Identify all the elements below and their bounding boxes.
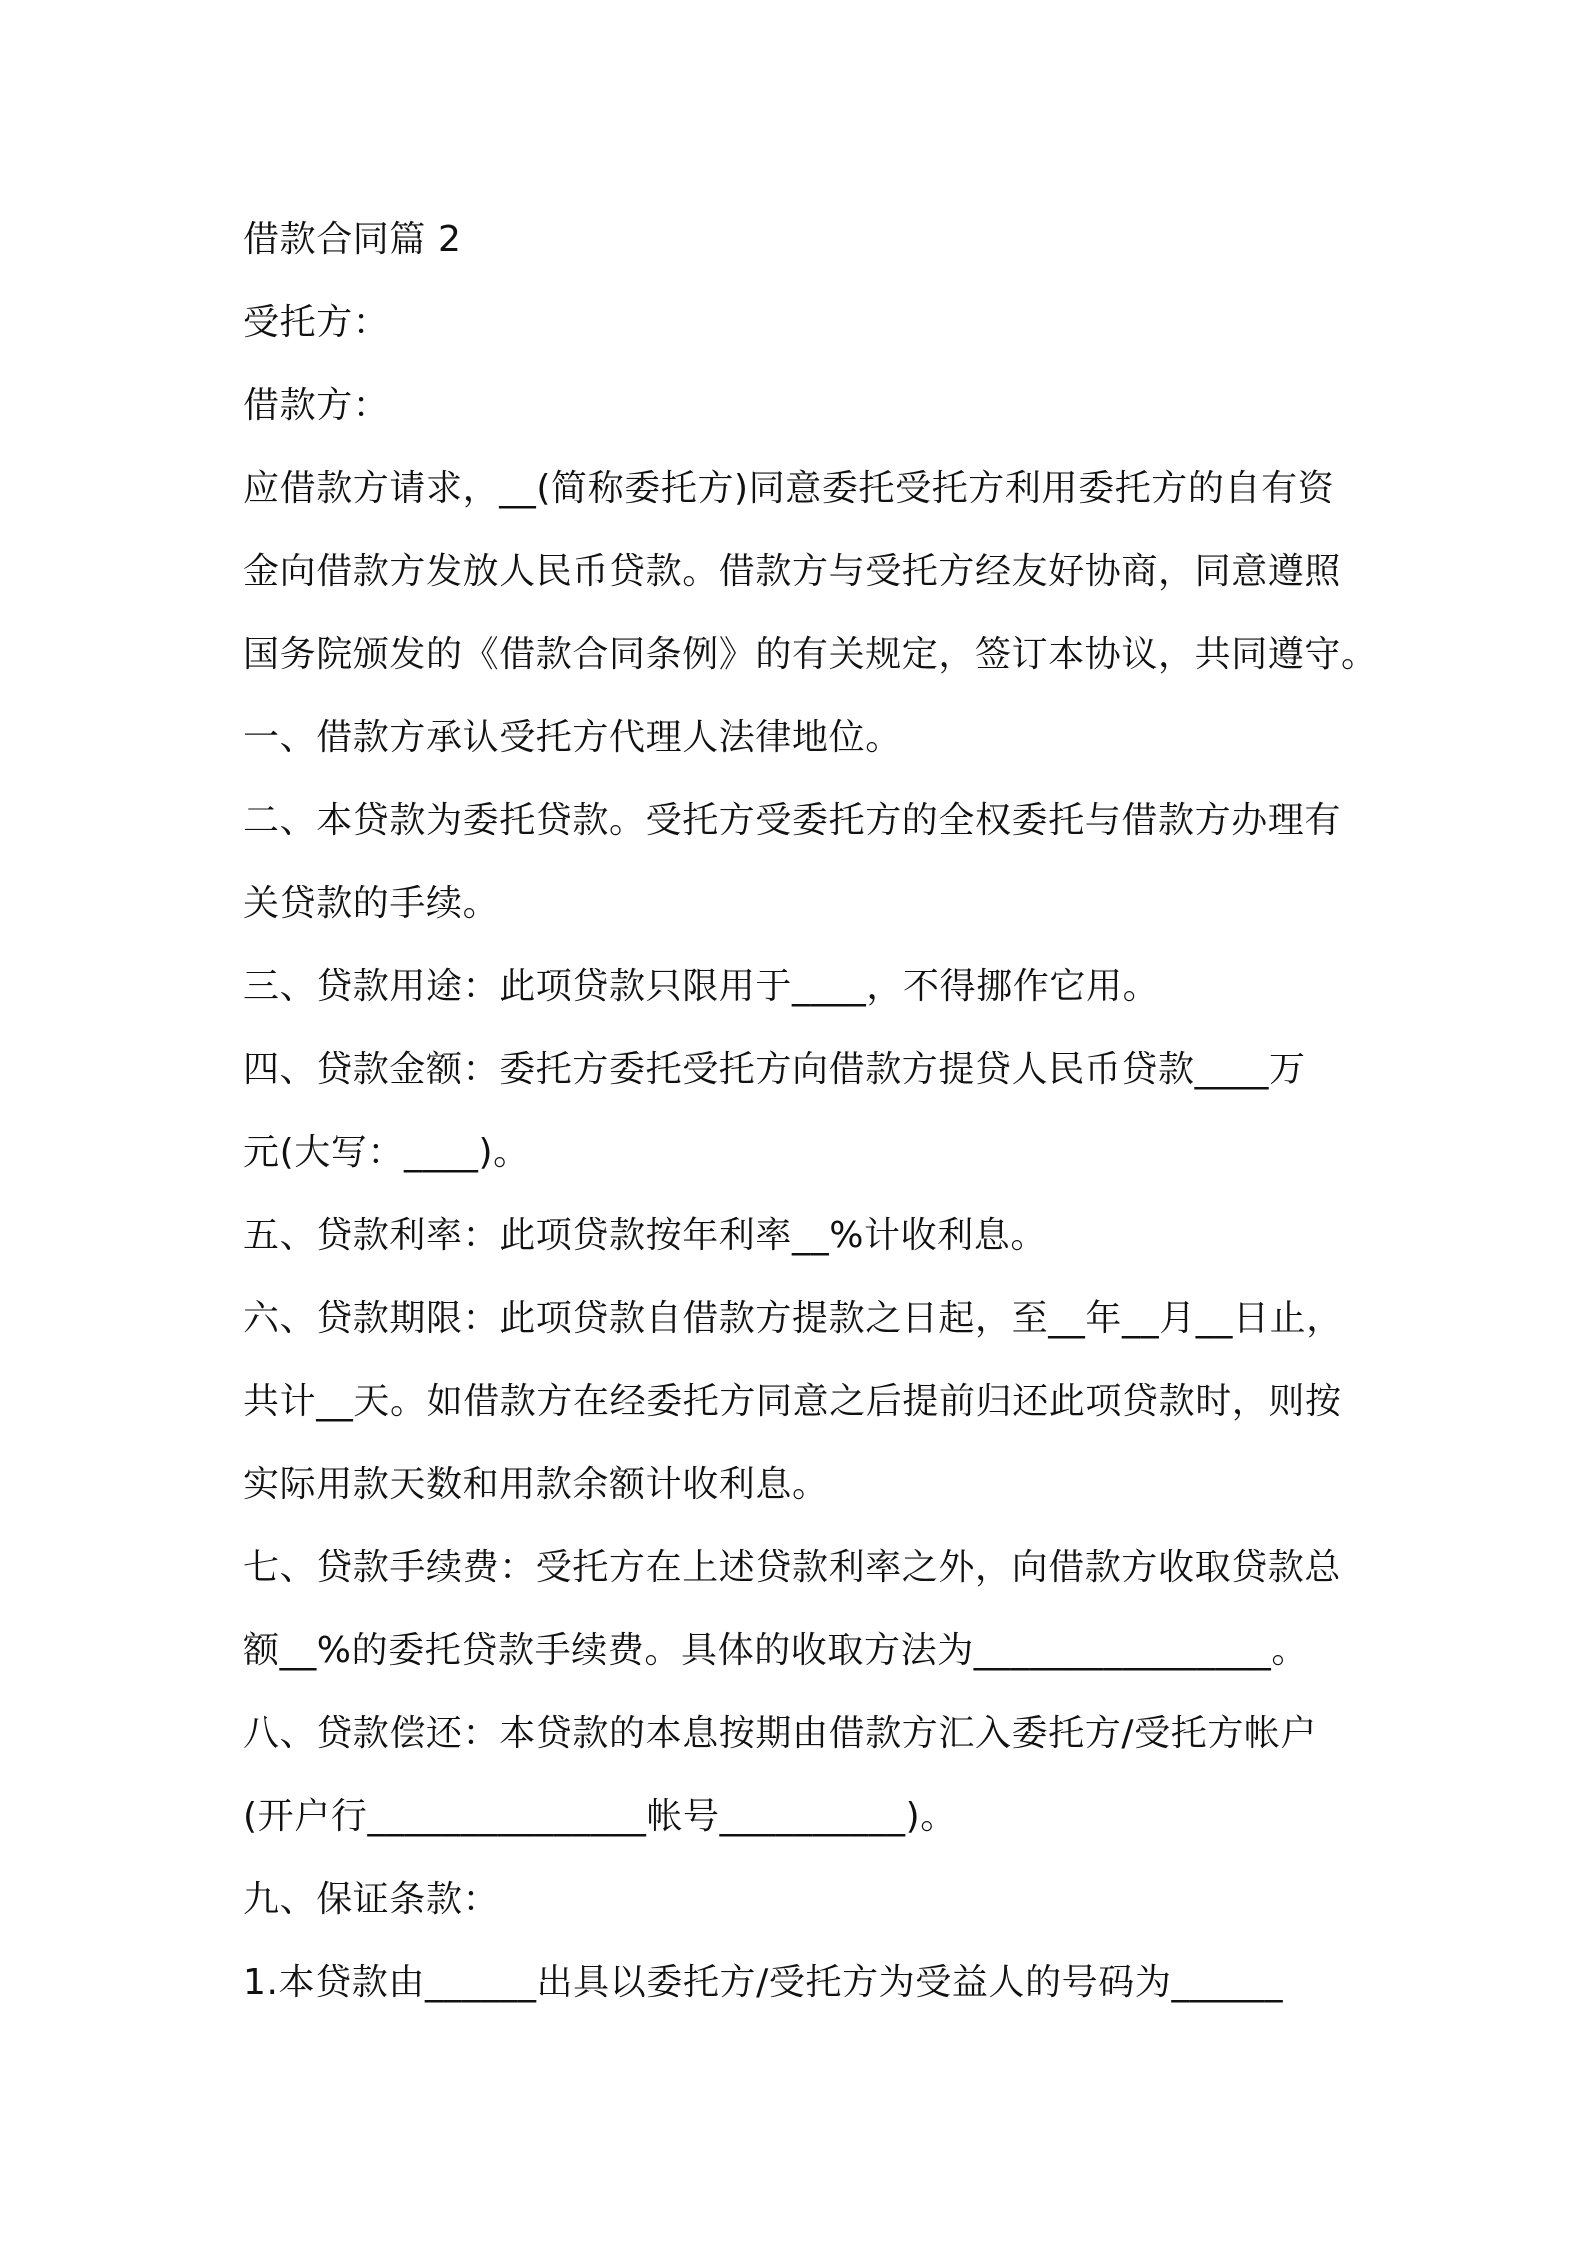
clause-6-line: 共计__天。如借款方在经委托方同意之后提前归还此项贷款时，则按 [243, 1381, 1342, 1422]
clause-2-line: 二、本贷款为委托贷款。受托方受委托方的全权委托与借款方办理有 [243, 800, 1342, 841]
clause-8-line: 八、贷款偿还：本贷款的本息按期由借款方汇入委托方/受托方帐户 [243, 1713, 1318, 1754]
document-body [243, 198, 1378, 2024]
document-title: 借款合同篇 2 [243, 219, 462, 260]
clause-9-item-1-line: 1.本贷款由______出具以委托方/受托方为受益人的号码为______ [243, 1962, 1284, 2003]
clause-4-line: 四、贷款金额：委托方委托受托方向借款方提贷人民币贷款____万 [243, 1049, 1306, 1090]
paragraph-line: 应借款方请求，__(简称委托方)同意委托受托方利用委托方的自有资 [243, 468, 1335, 509]
clause-7-line: 额__%的委托贷款手续费。具体的收取方法为________________。 [243, 1630, 1309, 1671]
trustee-party-line: 受托方： [243, 302, 390, 343]
paragraph-line: 金向借款方发放人民币贷款。借款方与受托方经友好协商，同意遵照 [243, 551, 1342, 592]
clause-1-line: 一、借款方承认受托方代理人法律地位。 [243, 717, 902, 758]
clause-6-line: 实际用款天数和用款余额计收利息。 [243, 1464, 829, 1505]
paragraph-line: 国务院颁发的《借款合同条例》的有关规定，签订本协议，共同遵守。 [243, 634, 1378, 675]
clause-9-line: 九、保证条款： [243, 1879, 500, 1920]
clause-2-line: 关贷款的手续。 [243, 883, 500, 924]
clause-7-line: 七、贷款手续费：受托方在上述贷款利率之外，向借款方收取贷款总 [243, 1547, 1342, 1588]
clause-3-line: 三、贷款用途：此项贷款只限用于____，不得挪作它用。 [243, 966, 1160, 1007]
clause-5-line: 五、贷款利率：此项贷款按年利率__%计收利息。 [243, 1215, 1048, 1256]
clause-4-line: 元(大写：____)。 [243, 1132, 530, 1173]
clause-6-line: 六、贷款期限：此项贷款自借款方提款之日起，至__年__月__日止， [243, 1298, 1343, 1339]
borrower-party-line: 借款方： [243, 385, 390, 426]
clause-8-line: (开户行_______________帐号__________)。 [243, 1796, 957, 1837]
